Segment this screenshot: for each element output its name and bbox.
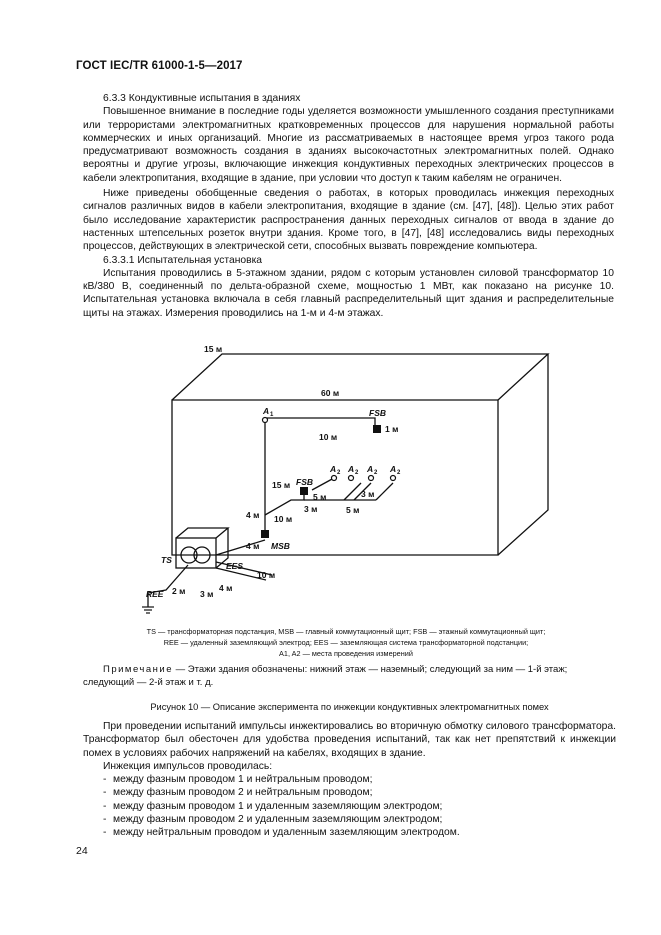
label-ts-down: 4 м (219, 583, 233, 593)
label-b2: 3 м (361, 489, 375, 499)
injection-section (83, 720, 616, 840)
a2-point-3 (369, 476, 374, 481)
list-item: - между фазным проводом 2 и удаленным заземляющим электродом; (103, 814, 443, 826)
note-text: — Этажи здания обозначены: нижний этаж — наземный; следующий за ним — 1-й этаж; следующий — 2-й этаж и т. д. (83, 664, 568, 688)
a1-point (263, 418, 268, 423)
label-g1: 2 м (172, 586, 186, 596)
cable-branch-3 (376, 483, 393, 500)
fsb-top-box (373, 425, 381, 433)
figure-legend (86, 626, 606, 659)
label-a2-1-sub: 2 (337, 470, 341, 476)
label-a2-3: A (367, 464, 374, 474)
label-a2-2-sub: 2 (355, 470, 359, 476)
after-paragraph-1: При проведении испытаний импульсы инжектировались во вторичную обмотку силового трансформатора. Трансформатор был обесточен для удобства проведения испытаний, так как нет препятствий к инжекции помех в условиях рабочих напряжений на кабелях, входящих в здание. (83, 721, 616, 759)
label-msb-up: 4 м (246, 510, 260, 520)
label-ts-link: 4 м (246, 541, 260, 551)
section-text (83, 92, 614, 320)
legend-line-2: REE — удаленный заземляющий электрод; EES — заземляющая система трансформаторной подстанции; (163, 638, 529, 647)
label-msb: MSB (271, 541, 290, 551)
cable-branch-1 (344, 483, 361, 500)
figure-caption: Рисунок 10 — Описание эксперимента по инжекции кондуктивных электромагнитных помех (150, 702, 549, 712)
building-top-face (172, 354, 548, 400)
label-a2-2: A (348, 464, 355, 474)
a2-point-1 (332, 476, 337, 481)
label-ree: REE (146, 589, 164, 599)
experiment-diagram (76, 344, 621, 625)
section-heading: 6.3.3 Кондуктивные испытания в зданиях (103, 93, 301, 104)
fsb-low-box (300, 487, 308, 495)
note-label: Примечание (103, 664, 173, 675)
list-item: - между фазным проводом 1 и нейтральным проводом; (103, 774, 373, 786)
after-paragraph-2: Инжекция импульсов проводилась: (103, 760, 273, 772)
label-a2-3-sub: 2 (374, 470, 378, 476)
label-height: 15 м (204, 344, 223, 354)
a2-point-4 (391, 476, 396, 481)
label-b3: 5 м (346, 505, 360, 515)
label-fsb-low: FSB (296, 477, 313, 487)
label-ground-run: 10 м (257, 570, 276, 580)
msb-box (261, 530, 269, 538)
label-fsb-top: FSB (369, 408, 386, 418)
paragraph-1: Повышенное внимание в последние годы уделяется возможности умышленного создания преступниками или террористами электромагнитных кратковременных процессов для нарушения нормальной работы коммерческих и иных организаций. Многие из рассматриваемых в настоящее время угроз такого рода предусматривают возможность создания в зданиях высокочастотных электромагнитных полей. Однако вероятны и другие угрозы, включающие инжекция кондуктивных переходных электрических процессов в кабели электропитания, входящие в здание, при условии что доступ к таким кабелям не ограничен. (83, 106, 614, 184)
list-item: - между нейтральным проводом и удаленным заземляющим электродом. (103, 827, 460, 839)
label-length: 60 м (321, 388, 340, 398)
paragraph-3: Испытания проводились в 5-этажном здании, рядом с которым установлен силовой трансформатор 10 кВ/380 В, соединенный по дельта-образной схеме, мощностью 1 МВт, как показано на рисунке 10. Испытательная установка включала в себя главный распределительный щит здания и распределительные щиты на этажах. Измерения проводились на 1-м и 4-м этажах. (83, 267, 614, 319)
label-fsb-low-len: 5 м (313, 492, 327, 502)
subsection-heading: 6.3.3.1 Испытательная установка (103, 254, 263, 266)
injection-list (83, 773, 616, 839)
legend-line-3: A1, A2 — места проведения измерений (279, 649, 413, 658)
label-ts: TS (161, 555, 172, 565)
figure-note (83, 663, 616, 689)
page-number: 24 (76, 845, 88, 857)
document-header: ГОСТ IEC/TR 61000-1-5—2017 (76, 60, 243, 72)
label-low-run: 10 м (274, 514, 293, 524)
paragraph-2: Ниже приведены обобщенные сведения о работах, в которых проводилась инжекция переходных сигналов различных видов в кабели электропитания, входящие в здание (см. [47], [48]). Целью этих работ было исследование характеристик распространения данных переходных сигналов от ввода в здание до настенных штепсельных розеток внутри здания. Кроме того, в [47], [48] исследовались виды переходных процессов, действующих в электрической сети, способных вызвать повреждение компьютера. (83, 188, 614, 253)
label-vert-run: 15 м (272, 480, 291, 490)
cable-riser-a2 (312, 478, 334, 490)
a2-point-2 (349, 476, 354, 481)
label-ees: EES (226, 561, 244, 571)
building-side-face (498, 354, 548, 555)
label-top-run: 10 м (319, 432, 338, 442)
label-b1: 3 м (304, 504, 318, 514)
label-a1-sub: 1 (270, 412, 274, 418)
ts-top (176, 528, 228, 538)
list-item: - между фазным проводом 2 и нейтральным проводом; (103, 787, 373, 799)
cable-lower-floor (265, 493, 304, 515)
label-a2-4-sub: 2 (397, 470, 401, 476)
list-item: - между фазным проводом 1 и удаленным заземляющим электродом; (103, 800, 443, 812)
label-a1: A (263, 406, 270, 416)
label-a2-4: A (390, 464, 397, 474)
label-a2-1: A (330, 464, 337, 474)
label-g2: 3 м (200, 589, 214, 599)
label-fsb-top-len: 1 м (385, 424, 399, 434)
legend-line-1: TS — трансформаторная подстанция, MSB — главный коммутационный щит; FSB — этажный коммутационный щит; (146, 627, 546, 636)
